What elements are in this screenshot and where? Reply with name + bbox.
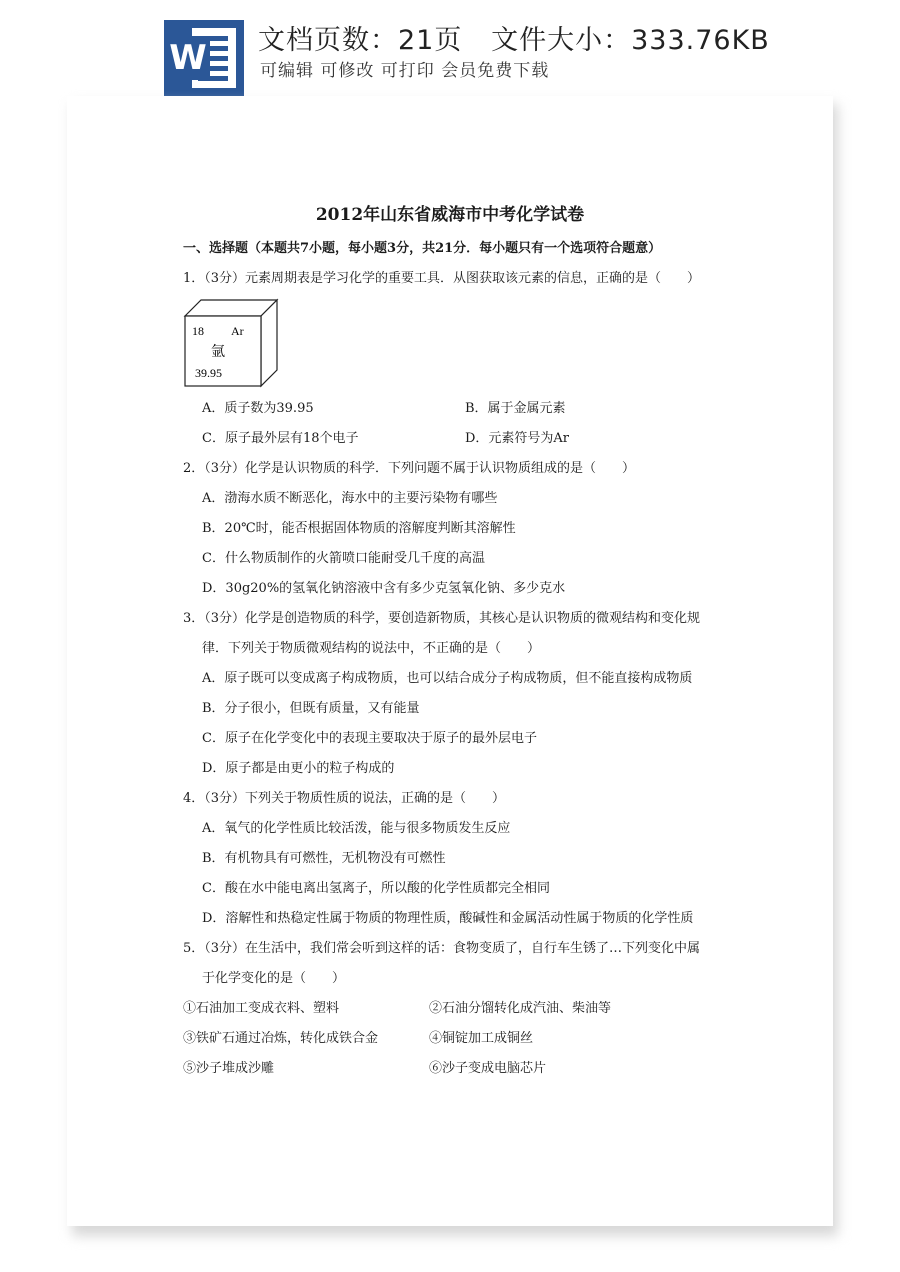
question-3-stem-line1: 3．（3分）化学是创造物质的科学，要创造新物质，其核心是认识物质的微观结构和变化规 — [183, 611, 701, 626]
element-name: 氩 — [211, 344, 225, 360]
q2-option-d: D．30g20%的氢氧化钠溶液中含有多少克氢氧化钠、多少克水 — [202, 581, 566, 596]
q5-item-3: ③铁矿石通过冶炼，转化成铁合金 — [183, 1031, 379, 1046]
q5-item-6: ⑥沙子变成电脑芯片 — [429, 1061, 547, 1076]
document-page — [67, 96, 833, 1226]
q1-option-c: C．原子最外层有18个电子 — [202, 431, 359, 446]
question-5-stem-line2: 于化学变化的是（ ） — [202, 971, 346, 986]
q3-option-d: D．原子都是由更小的粒子构成的 — [202, 761, 395, 776]
element-symbol: Ar — [231, 324, 244, 338]
question-2-stem: 2．（3分）化学是认识物质的科学．下列问题不属于认识物质组成的是（ ） — [183, 461, 636, 476]
q3-option-c: C．原子在化学变化中的表现主要取决于原子的最外层电子 — [202, 731, 537, 746]
document-info-title: 文档页数：21页 文件大小：333.76KB — [258, 25, 770, 56]
q2-option-b: B．20℃时，能否根据固体物质的溶解度判断其溶解性 — [202, 521, 516, 536]
q5-item-4: ④铜锭加工成铜丝 — [429, 1031, 534, 1046]
q3-option-a: A．原子既可以变成离子构成物质，也可以结合成分子构成物质，但不能直接构成物质 — [202, 671, 693, 686]
q2-option-a: A．渤海水质不断恶化，海水中的主要污染物有哪些 — [202, 491, 498, 506]
q5-item-5: ⑤沙子堆成沙雕 — [183, 1061, 275, 1076]
q1-option-b: B．属于金属元素 — [465, 401, 566, 416]
q5-item-2: ②石油分馏转化成汽油、柴油等 — [429, 1001, 612, 1016]
q4-option-a: A．氧气的化学性质比较活泼，能与很多物质发生反应 — [202, 821, 511, 836]
download-banner — [0, 0, 900, 96]
element-mass: 39.95 — [195, 366, 222, 380]
q3-option-b: B．分子很小，但既有质量，又有能量 — [202, 701, 420, 716]
section-heading: 一、选择题（本题共7小题，每小题3分，共21分．每小题只有一个选项符合题意） — [183, 241, 662, 256]
q2-option-c: C．什么物质制作的火箭喷口能耐受几千度的高温 — [202, 551, 485, 566]
q4-option-c: C．酸在水中能电离出氢离子，所以酸的化学性质都完全相同 — [202, 881, 550, 896]
q5-item-1: ①石油加工变成衣料、塑料 — [183, 1001, 340, 1016]
q4-option-d: D．溶解性和热稳定性属于物质的物理性质，酸碱性和金属活动性属于物质的化学性质 — [202, 911, 694, 926]
question-1-stem: 1．（3分）元素周期表是学习化学的重要工具．从图获取该元素的信息，正确的是（ ） — [183, 271, 701, 286]
q4-option-b: B．有机物具有可燃性，无机物没有可燃性 — [202, 851, 446, 866]
q1-option-a: A．质子数为39.95 — [202, 401, 314, 416]
exam-title: 2012年山东省威海市中考化学试卷 — [315, 205, 585, 225]
question-4-stem: 4．（3分）下列关于物质性质的说法，正确的是（ ） — [183, 791, 506, 806]
element-number: 18 — [192, 324, 204, 338]
periodic-element-cell — [183, 298, 279, 388]
question-5-stem-line1: 5．（3分）在生活中，我们常会听到这样的话：食物变质了，自行车生锈了…下列变化中属 — [183, 941, 701, 956]
q1-option-d: D．元素符号为Ar — [465, 431, 570, 446]
document-features: 可编辑 可修改 可打印 会员免费下载 — [260, 61, 550, 81]
word-document-icon: W — [164, 20, 244, 96]
question-3-stem-line2: 律．下列关于物质微观结构的说法中，不正确的是（ ） — [202, 641, 541, 656]
